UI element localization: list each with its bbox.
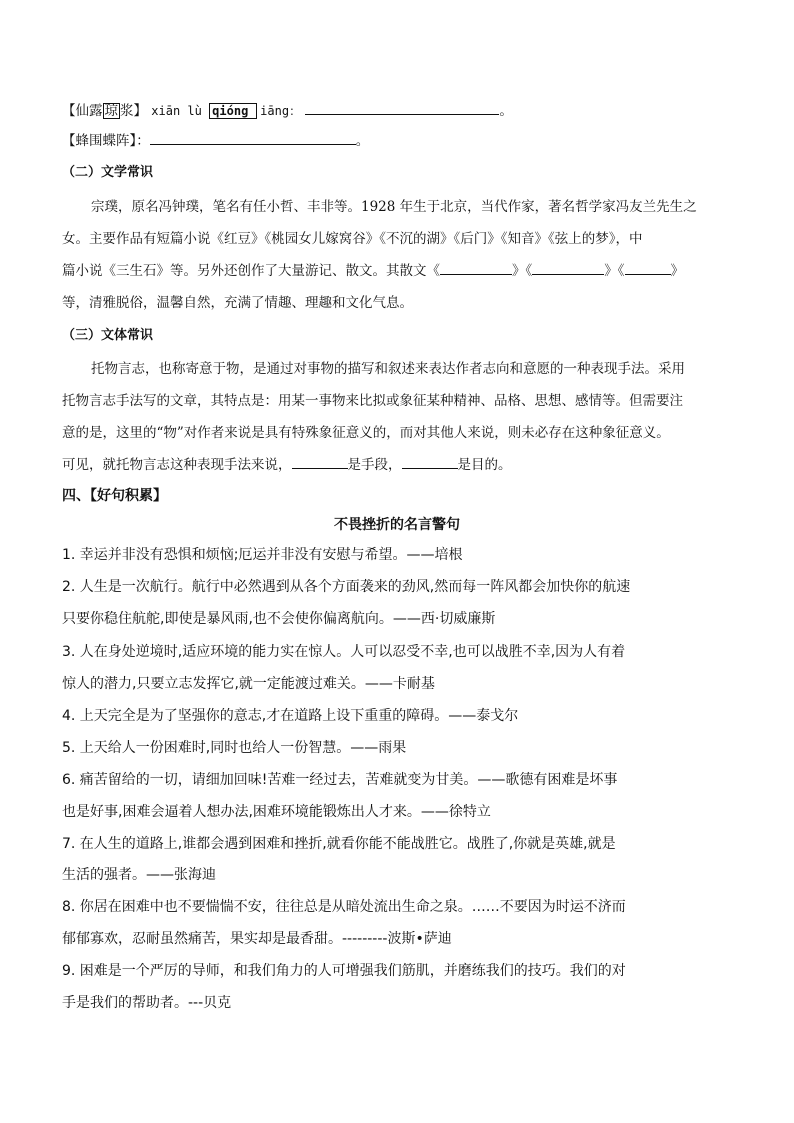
- essay-title-blank-1[interactable]: [440, 262, 512, 275]
- quote-line: 生活的强者。——张海迪: [62, 867, 216, 883]
- section-3-line-4c: 是目的。: [457, 457, 512, 473]
- quote-line: 6. 痛苦留给的一切，请细加回味!苦难一经过去，苦难就变为甘美。——歌德有困难是坏事: [62, 772, 618, 788]
- vocab-2-end: 。: [355, 133, 370, 149]
- means-blank[interactable]: [292, 456, 348, 469]
- section-2-para-line-4: 等，清雅脱俗，温馨自然，充满了情趣、理趣和文化气息。: [62, 295, 413, 311]
- section-4-heading: 四、【好句积累】: [62, 488, 167, 504]
- essay-title-blank-2[interactable]: [532, 262, 604, 275]
- vocab-2-colon: ：: [136, 133, 150, 149]
- vocab-item-2: [62, 132, 369, 150]
- section-3-para-line-4: [62, 456, 512, 474]
- section-2-line-3-text: 篇小说《三生石》等。另外还创作了大量游记、散文。其散文《: [62, 263, 440, 279]
- purpose-blank[interactable]: [402, 456, 458, 469]
- section-2-sep-2: 》《: [604, 263, 625, 279]
- vocab-1-boxed-char: 琼: [104, 103, 118, 119]
- vocab-2-label: 【蜂围蝶阵】: [62, 133, 137, 149]
- section-3-line-4a: 可见，就托物言志这种表现手法来说，: [62, 457, 292, 473]
- quote-line: 2. 人生是一次航行。航行中必然遇到从各个方面袭来的劲风,然而每一阵风都会加快你的航速: [62, 579, 631, 595]
- quote-line: 1. 幸运并非没有恐惧和烦恼;厄运并非没有安慰与希望。——培根: [62, 547, 463, 563]
- quotes-title: 不畏挫折的名言警句: [334, 517, 460, 533]
- section-3-para-line-1: 托物言志，也称寄意于物，是通过对事物的描写和叙述来表达作者志向和意愿的一种表现手法。采用: [91, 361, 685, 377]
- vocab-1-pinyin-b: iāng：: [260, 104, 302, 118]
- section-2-title: （二）文学常识: [62, 165, 154, 180]
- quote-line: 4. 上天完全是为了坚强你的意志,才在道路上设下重重的障碍。——泰戈尔: [62, 708, 519, 724]
- section-3-para-line-2: 托物言志手法写的文章，其特点是：用某一事物来比拟或象征某种精神、品格、思想、感情等。但需要注: [62, 393, 683, 409]
- vocab-1-pinyin-a: xiān lù: [151, 104, 202, 118]
- vocab-1-close: 浆】: [120, 103, 147, 119]
- section-3-line-4b: 是手段，: [347, 457, 402, 473]
- section-3-para-line-3: 意的是，这里的“物”对作者来说是具有特殊象征意义的，而对其他人来说，则未必存在这种象征意义。: [62, 425, 670, 441]
- quote-line: 7. 在人生的道路上,谁都会遇到困难和挫折,就看你能不能战胜它。战胜了,你就是英雄,就是: [62, 836, 616, 852]
- quote-line: 5. 上天给人一份困难时,同时也给人一份智慧。——雨果: [62, 740, 407, 756]
- section-2-para-line-3: [62, 262, 684, 280]
- vocab-1-end: 。: [499, 103, 513, 119]
- section-2-end: 》: [670, 263, 684, 279]
- quote-line: 9. 困难是一个严厉的导师，和我们角力的人可增强我们筋肌，并磨练我们的技巧。我们的对: [62, 963, 626, 979]
- section-2-para-line-1: 宗璞，原名冯钟璞，笔名有任小哲、丰非等。1928 年生于北京，当代作家，著名哲学家冯友兰先生之: [91, 199, 697, 215]
- quote-line: 只要你稳住航舵,即使是暴风雨,也不会使你偏离航向。——西·切威廉斯: [62, 611, 496, 627]
- quote-line: 手是我们的帮助者。---贝克: [62, 995, 232, 1011]
- vocab-1-answer-blank[interactable]: [305, 102, 499, 115]
- section-2-sep-1: 》《: [512, 263, 533, 279]
- vocab-1-pinyin-box: qióng: [209, 103, 257, 119]
- quote-line: 也是好事,困难会逼着人想办法,困难环境能锻炼出人才来。——徐特立: [62, 804, 491, 820]
- quote-line: 3. 人在身处逆境时,适应环境的能力实在惊人。人可以忍受不幸,也可以战胜不幸,因为人有着: [62, 644, 626, 660]
- section-3-title: （三）文体常识: [62, 328, 154, 343]
- vocab-2-answer-blank[interactable]: [150, 132, 356, 145]
- vocab-item-1: [62, 102, 513, 120]
- section-2-para-line-2: 女。主要作品有短篇小说《红豆》《桃园女儿嫁窝谷》《不沉的湖》《后门》《知音》《弦上的梦》，中: [62, 231, 643, 247]
- vocab-1-open: 【仙露: [62, 103, 103, 119]
- quote-line: 郁郁寡欢，忍耐虽然痛苦，果实却是最香甜。---------波斯•萨迪: [62, 931, 452, 947]
- quote-line: 8. 你居在困难中也不要惴惴不安，往往总是从暗处流出生命之泉。……不要因为时运不济而: [62, 899, 626, 915]
- essay-title-blank-3[interactable]: [625, 262, 671, 275]
- quote-line: 惊人的潜力,只要立志发挥它,就一定能渡过难关。——卡耐基: [62, 676, 435, 692]
